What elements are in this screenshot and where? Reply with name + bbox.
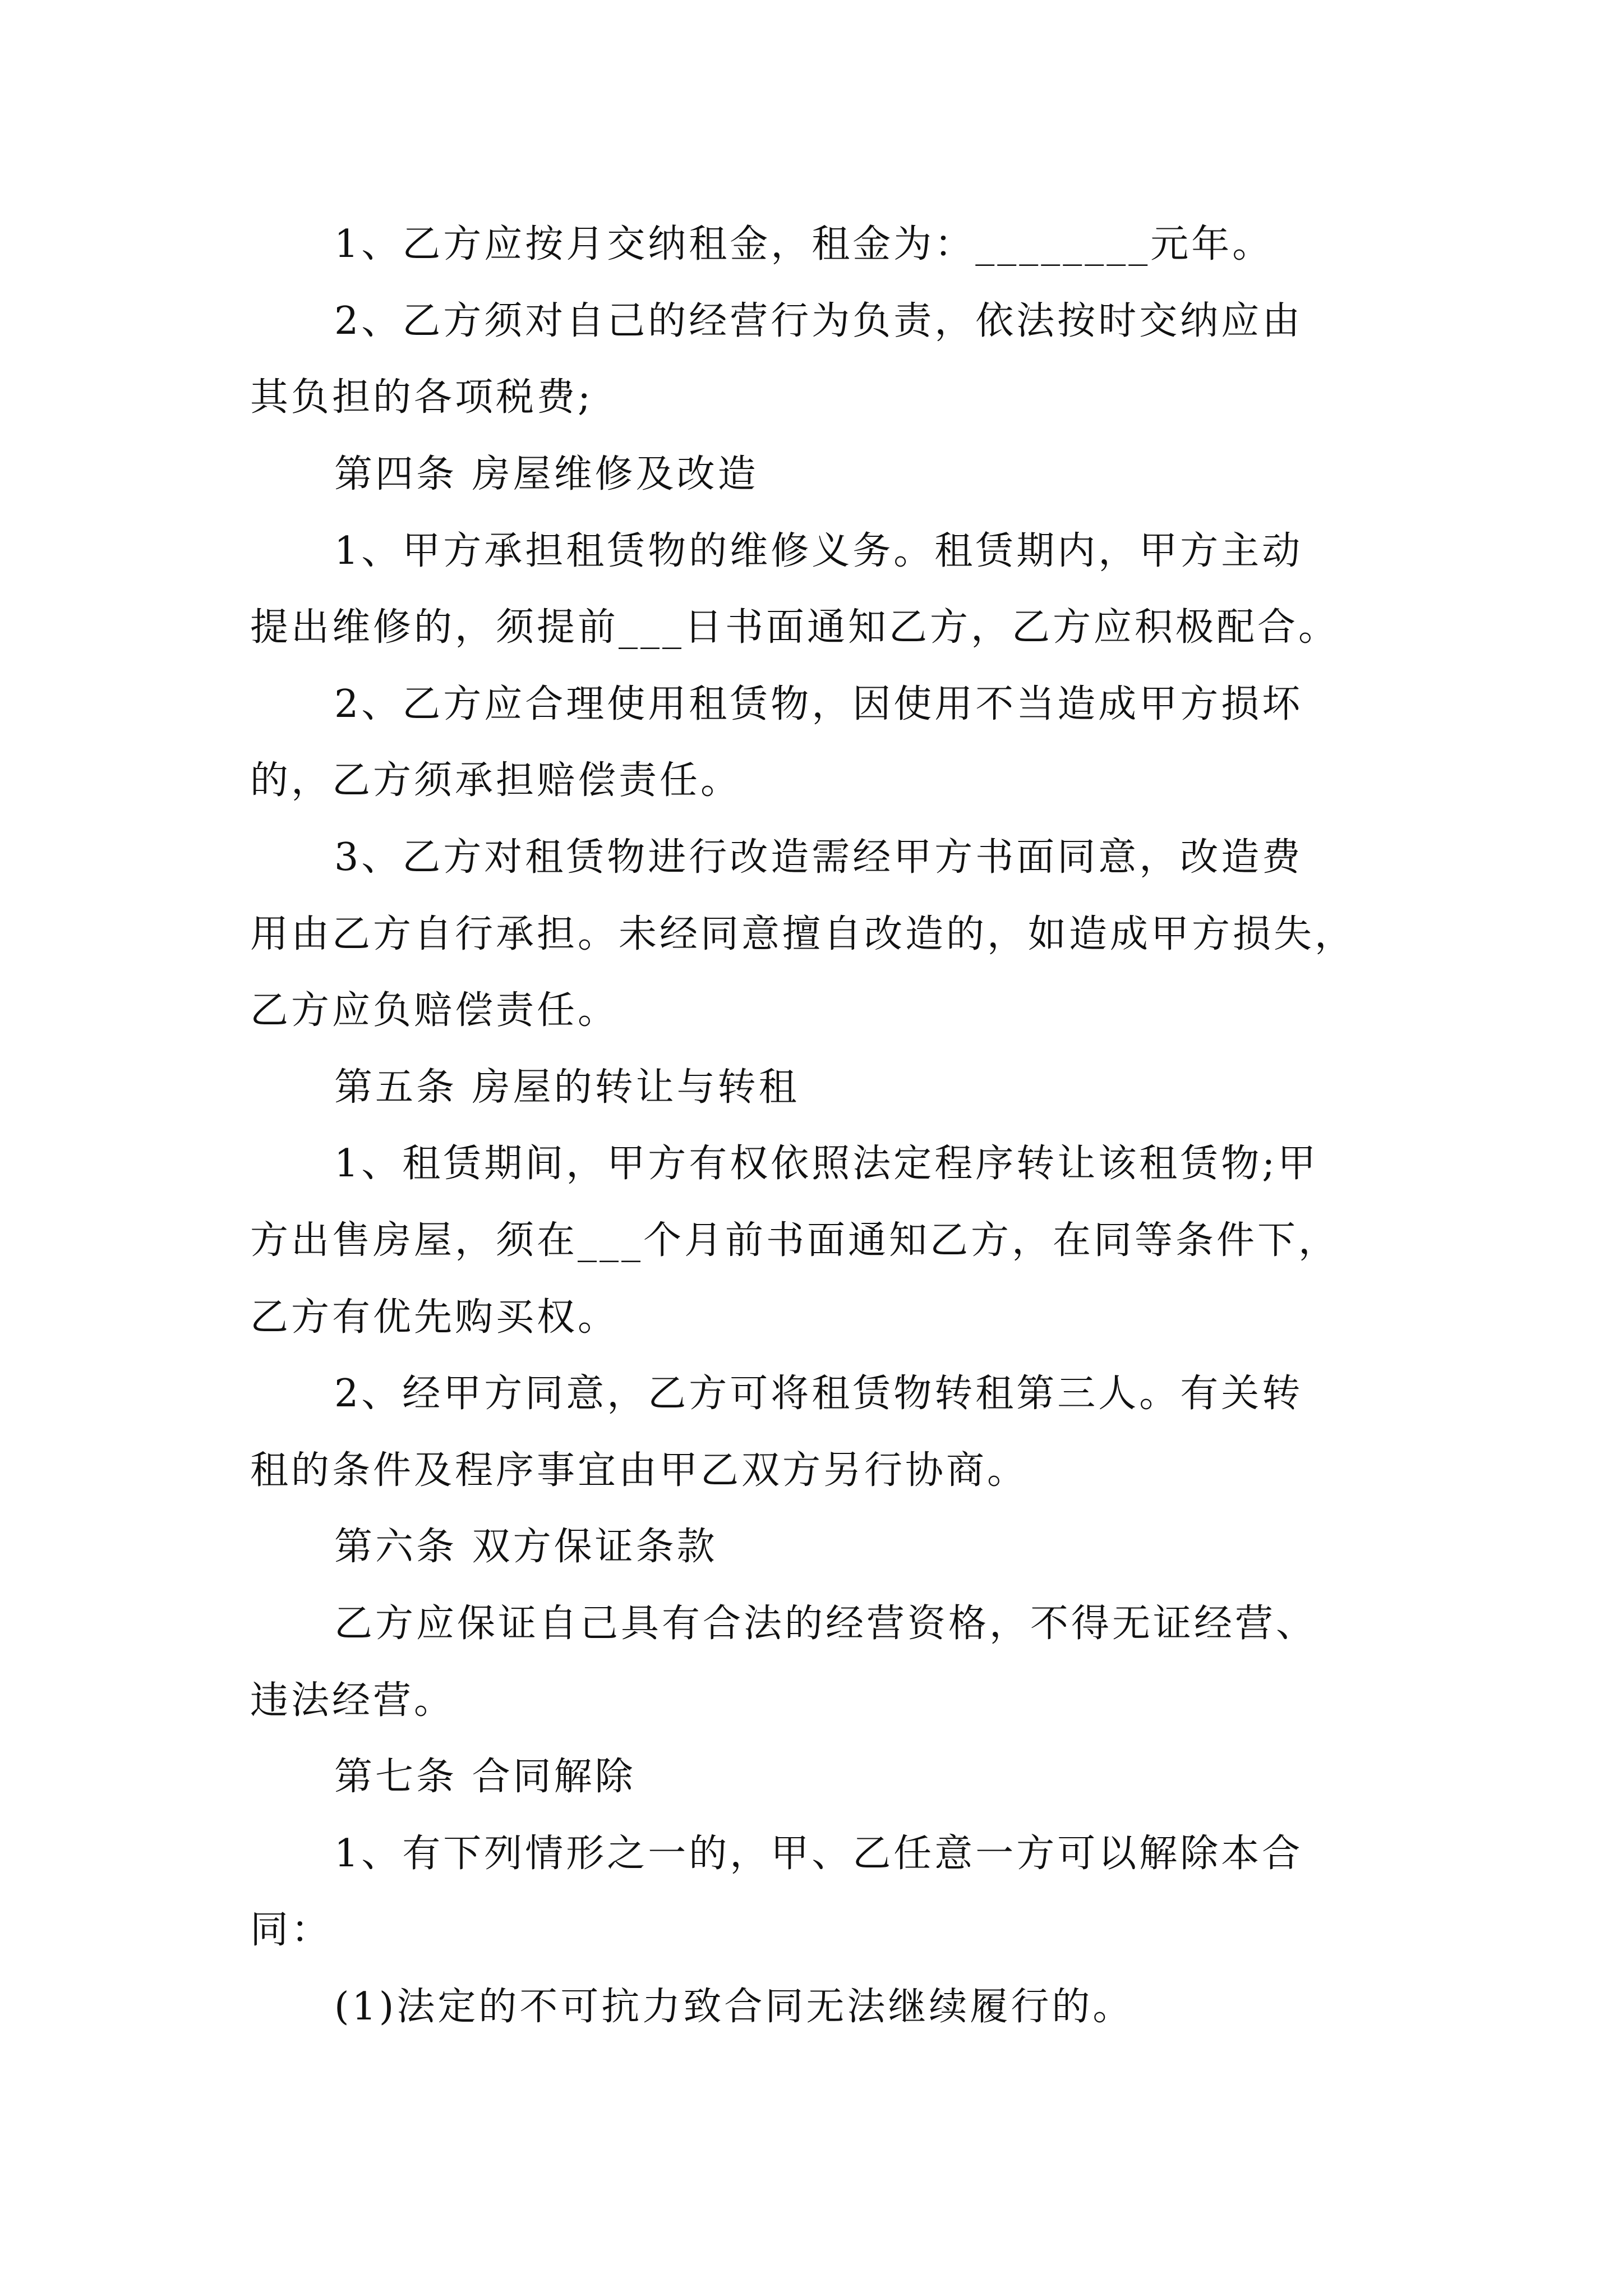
text-line: 1、甲方承担租赁物的维修义务。租赁期内，甲方主动 [334, 529, 1303, 573]
text-line: 2、乙方须对自己的经营行为负责，依法按时交纳应由 [334, 299, 1303, 343]
text-line: 违法经营。 [250, 1678, 455, 1723]
text-line: 乙方应保证自己具有合法的经营资格，不得无证经营、 [334, 1602, 1317, 1646]
text-line: 租的条件及程序事宜由甲乙双方另行协商。 [250, 1448, 1029, 1493]
text-line: 用由乙方自行承担。未经同意擅自改造的，如造成甲方损失， [250, 912, 1356, 956]
text-line: 2、经甲方同意，乙方可将租赁物转租第三人。有关转 [334, 1372, 1303, 1416]
text-line: 1、乙方应按月交纳租金，租金为：________元年。 [334, 222, 1274, 266]
text-line: (1)法定的不可抗力致合同无法继续履行的。 [334, 1985, 1134, 2029]
section-heading: 第六条 双方保证条款 [334, 1525, 718, 1569]
section-heading: 第五条 房屋的转让与转租 [334, 1065, 800, 1110]
text-line: 2、乙方应合理使用租赁物，因使用不当造成甲方损坏 [334, 682, 1303, 726]
text-line: 同： [250, 1908, 333, 1952]
text-line: 乙方应负赔偿责任。 [250, 988, 619, 1033]
text-line: 提出维修的，须提前___日书面通知乙方，乙方应积极配合。 [250, 605, 1340, 650]
text-line: 1、有下列情形之一的，甲、乙任意一方可以解除本合 [334, 1832, 1303, 1876]
text-line: 3、乙方对租赁物进行改造需经甲方书面同意，改造费 [334, 835, 1303, 880]
section-heading: 第四条 房屋维修及改造 [334, 452, 759, 496]
text-line: 1、租赁期间，甲方有权依照法定程序转让该租赁物;甲 [334, 1142, 1319, 1186]
text-line: 其负担的各项税费; [250, 375, 593, 420]
text-line: 方出售房屋，须在___个月前书面通知乙方，在同等条件下， [250, 1218, 1340, 1263]
text-line: 的，乙方须承担赔偿责任。 [250, 758, 742, 803]
section-heading: 第七条 合同解除 [334, 1755, 636, 1799]
text-line: 乙方有优先购买权。 [250, 1295, 619, 1340]
